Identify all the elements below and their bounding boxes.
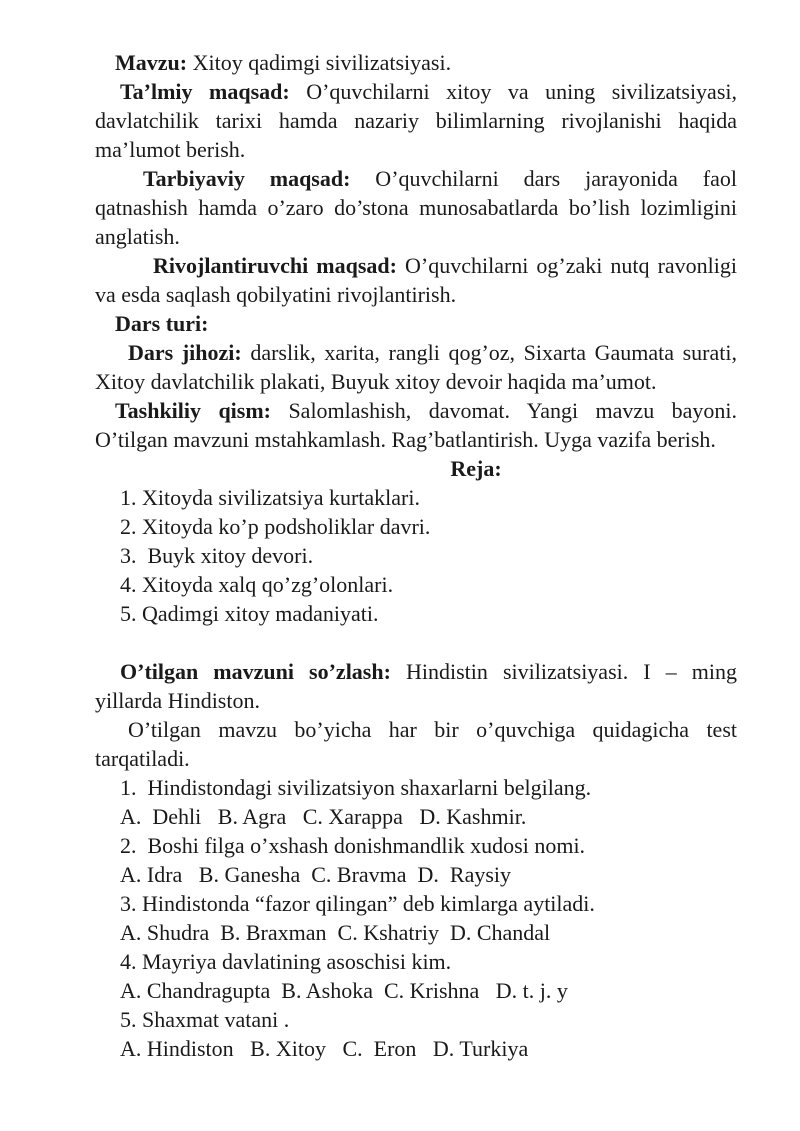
test-intro: O’tilgan mavzu bo’yicha har bir o’quvchiga quidagicha test tarqatiladi.	[95, 717, 737, 771]
dars-jihozi-text: darslik, xarita, rangli qog’oz, Sixarta Gaumata surati, Xitoy davlatchilik plakati, Buyuk xitoy devoir haqida ma’umot.	[95, 340, 738, 394]
dars-turi-paragraph	[95, 309, 737, 338]
test-list	[95, 773, 737, 1063]
dars-jihozi-label: Dars jihozi:	[128, 340, 242, 365]
reja-item: 3. Buyk xitoy devori.	[120, 543, 314, 568]
talimiy-maqsad-label: Ta’lmiy maqsad:	[120, 79, 290, 104]
blank-line	[95, 628, 737, 657]
otilgan-mavzu-paragraph	[95, 657, 737, 715]
dars-turi-label: Dars turi:	[115, 311, 209, 336]
tarbiyaviy-maqsad-label: Tarbiyaviy maqsad:	[143, 166, 351, 191]
test-answers: A. Hindiston B. Xitoy C. Eron D. Turkiya	[120, 1036, 529, 1061]
rivojlantiruvchi-maqsad-text: O’quvchilarni og’zaki nutq ravonligi va esda saqlash qobilyatini rivojlantirish.	[95, 253, 737, 307]
test-answers: A. Chandragupta B. Ashoka C. Krishna D. t. j. y	[120, 978, 568, 1003]
test-answers: A. Shudra B. Braxman C. Kshatriy D. Chandal	[120, 920, 551, 945]
mavzu-paragraph	[95, 48, 737, 77]
talimiy-maqsad-text: O’quvchilarni xitoy va uning sivilizatsiyasi, davlatchilik tarixi hamda nazariy bilimlarning rivojlanishi haqida ma’lumot berish.	[95, 79, 737, 162]
reja-list	[95, 483, 737, 628]
tashkiliy-qism-label: Tashkiliy qism:	[115, 398, 272, 423]
test-question: 1. Hindistondagi sivilizatsiyon shaxarlarni belgilang.	[120, 775, 592, 800]
tarbiyaviy-maqsad-paragraph	[95, 164, 737, 251]
tashkiliy-qism-text: Salomlashish, davomat. Yangi mavzu bayoni. O’tilgan mavzuni mstahkamlash. Rag’batlantirish. Uyga vazifa berish.	[95, 398, 737, 452]
mavzu-text: Xitoy qadimgi sivilizatsiyasi.	[187, 50, 452, 75]
talimiy-maqsad-paragraph	[95, 77, 737, 164]
test-question: 4. Mayriya davlatining asoschisi kim.	[120, 949, 452, 974]
reja-item: 4. Xitoyda xalq qo’zg’olonlari.	[120, 572, 394, 597]
otilgan-mavzu-label: O’tilgan mavzuni so’zlash:	[120, 659, 391, 684]
test-answers: A. Idra B. Ganesha C. Bravma D. Raysiy	[120, 862, 512, 887]
rivojlantiruvchi-maqsad-paragraph	[95, 251, 737, 309]
reja-title: Reja:	[450, 456, 502, 481]
reja-item: 5. Qadimgi xitoy madaniyati.	[120, 601, 379, 626]
mavzu-label: Mavzu:	[115, 50, 188, 75]
otilgan-mavzu-text: Hindistin sivilizatsiyasi. I – ming yillarda Hindiston.	[95, 659, 737, 713]
document-page	[95, 48, 737, 1063]
tarbiyaviy-maqsad-text: O’quvchilarni dars jarayonida faol qatnashish hamda o’zaro do’stona munosabatlarda bo’lish lozimligini anglatish.	[95, 166, 737, 249]
rivojlantiruvchi-maqsad-label: Rivojlantiruvchi maqsad:	[153, 253, 397, 278]
test-question: 3. Hindistonda “fazor qilingan” deb kimlarga aytiladi.	[120, 891, 595, 916]
test-answers: A. Dehli B. Agra C. Xarappa D. Kashmir.	[120, 804, 527, 829]
reja-item: 2. Xitoyda ko’p podsholiklar davri.	[120, 514, 431, 539]
test-question: 5. Shaxmat vatani .	[120, 1007, 290, 1032]
dars-jihozi-paragraph	[95, 338, 737, 396]
reja-item: 1. Xitoyda sivilizatsiya kurtaklari.	[120, 485, 420, 510]
tashkiliy-qism-paragraph	[95, 396, 737, 454]
test-question: 2. Boshi filga o’xshash donishmandlik xudosi nomi.	[120, 833, 586, 858]
